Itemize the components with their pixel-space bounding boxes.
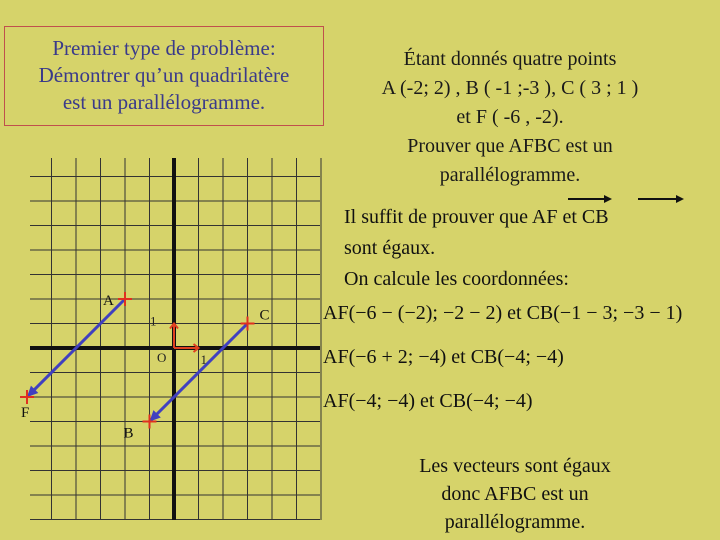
calc-row-2: AF(−6 + 2; −4) et CB(−4; −4) [323, 346, 564, 368]
statement-line-5: parallélogramme. [439, 164, 581, 186]
point-label-B: B [123, 425, 134, 442]
method-line-2: sont égaux. [344, 237, 436, 259]
point-label-A: A [103, 293, 114, 309]
conclusion-line-3: parallélogramme. [444, 511, 586, 533]
title-line-3: est un parallélogramme. [62, 90, 266, 114]
conclusion-line-2: donc AFBC est un [441, 483, 589, 505]
title-line-1: Premier type de problème: [52, 36, 276, 60]
vectors [27, 299, 248, 422]
unit-marks [170, 324, 199, 353]
method-text [344, 202, 714, 295]
unit-x-label: 1 [200, 352, 207, 367]
statement-line-2: A (-2; 2) , B ( -1 ;-3 ), C ( 3 ; 1 ) [381, 77, 639, 99]
conclusion [380, 452, 650, 536]
origin-label: O [157, 350, 167, 365]
vector-arrows-icon [560, 192, 700, 206]
statement-line-4: Prouver que AFBC est un [407, 135, 613, 157]
title-line-2: Démontrer qu’un quadrilatère [38, 63, 290, 87]
point-label-F: F [21, 405, 30, 421]
statement-line-3: et F ( -6 , -2). [456, 106, 564, 128]
coordinate-grid [0, 0, 330, 540]
method-line-1: Il suffit de prouver que AF et CB [344, 206, 609, 228]
unit-y-label: 1 [150, 313, 157, 329]
calc-row-3: AF(−4; −4) et CB(−4; −4) [323, 390, 533, 412]
method-line-3: On calcule les coordonnées: [344, 268, 569, 290]
conclusion-line-1: Les vecteurs sont égaux [419, 455, 611, 477]
point-label-C: C [259, 307, 270, 324]
calc-row-1: AF(−6 − (−2); −2 − 2) et CB(−1 − 3; −3 − 1) [323, 302, 683, 324]
statement-line-1: Étant donnés quatre points [403, 48, 617, 70]
problem-statement [340, 45, 680, 190]
